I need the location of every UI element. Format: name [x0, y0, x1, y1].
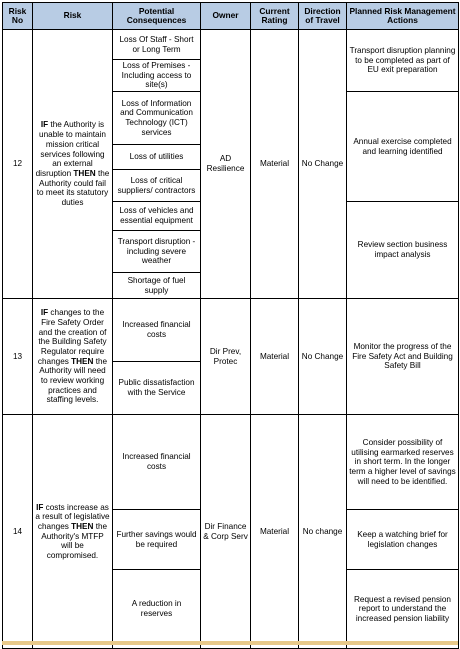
consequence-cell: Increased financial costs: [113, 299, 201, 362]
direction-cell: No change: [299, 415, 347, 649]
risk-keyword: THEN: [71, 521, 94, 531]
action-cell: Request a revised pension report to understand the increased pension liability: [347, 570, 459, 649]
table-row: [3, 415, 459, 510]
consequence-cell: Increased financial costs: [113, 415, 201, 510]
consequence-cell: Further savings would be required: [113, 510, 201, 570]
consequence-cell: Loss Of Staff - Short or Long Term: [113, 30, 201, 60]
action-cell: Transport disruption planning to be completed as part of EU exit preparation: [347, 30, 459, 92]
risk-number: 12: [3, 30, 33, 299]
owner-cell: Dir Prev, Protec: [201, 299, 251, 415]
consequence-cell: Loss of Premises - Including access to site(s): [113, 60, 201, 92]
table-row: [3, 299, 459, 362]
risk-keyword: THEN: [73, 168, 96, 178]
owner-cell: AD Resilience: [201, 30, 251, 299]
risk-keyword: IF: [40, 308, 49, 318]
risk-number: 13: [3, 299, 33, 415]
owner-cell: Dir Finance & Corp Serv: [201, 415, 251, 649]
risk-text: changes to the Fire Safety Order and the creation of the Building Safety Regulator require changes: [37, 308, 107, 366]
header-consequences: Potential Consequences: [113, 3, 201, 30]
header-risk-no: Risk No: [3, 3, 33, 30]
consequence-cell: A reduction in reserves: [113, 570, 201, 649]
consequence-cell: Shortage of fuel supply: [113, 273, 201, 299]
risk-description: [33, 30, 113, 299]
risk-description: [33, 299, 113, 415]
rating-cell: Material: [251, 299, 299, 415]
action-cell: Monitor the progress of the Fire Safety Act and Building Safety Bill: [347, 299, 459, 415]
risk-text: costs increase as a result of legislative changes: [35, 502, 110, 531]
consequence-cell: Transport disruption - including severe weather: [113, 231, 201, 273]
action-cell: Consider possibility of utilising earmarked reserves in short term. In the longer term a higher level of savings will need to be identified.: [347, 415, 459, 510]
consequence-cell: Loss of critical suppliers/ contractors: [113, 170, 201, 202]
consequence-cell: Loss of Information and Communication Technology (ICT) services: [113, 92, 201, 145]
risk-number: 14: [3, 415, 33, 649]
header-owner: Owner: [201, 3, 251, 30]
risk-text: the Authority will need to review working practices and staffing levels.: [39, 356, 108, 405]
header-current-rating: Current Rating: [251, 3, 299, 30]
table-row: [3, 30, 459, 60]
header-direction-of-travel: Direction of Travel: [299, 3, 347, 30]
header-risk: Risk: [33, 3, 113, 30]
consequence-cell: Loss of utilities: [113, 145, 201, 170]
header-row: [3, 3, 459, 30]
risk-keyword: IF: [36, 502, 44, 512]
page-footer-band: [2, 641, 458, 645]
action-cell: Keep a watching brief for legislation changes: [347, 510, 459, 570]
direction-cell: No Change: [299, 299, 347, 415]
consequence-cell: Loss of vehicles and essential equipment: [113, 202, 201, 231]
risk-text: the Authority is unable to maintain mission critical services following an external disruption: [35, 120, 106, 178]
consequence-cell: Public dissatisfaction with the Service: [113, 362, 201, 415]
rating-cell: Material: [251, 30, 299, 299]
risk-register-sheet: [2, 2, 459, 649]
risk-text: the Authority could fail to meet its statutory duties: [36, 168, 110, 207]
risk-text: the Authority's MTFP will be compromised.: [41, 521, 108, 560]
header-planned-actions: Planned Risk Management Actions: [347, 3, 459, 30]
risk-keyword: THEN: [71, 356, 94, 366]
direction-cell: No Change: [299, 30, 347, 299]
rating-cell: Material: [251, 415, 299, 649]
action-cell: Review section business impact analysis: [347, 202, 459, 299]
action-cell: Annual exercise completed and learning identified: [347, 92, 459, 202]
risk-description: [33, 415, 113, 649]
risk-keyword: IF: [40, 120, 49, 130]
risk-register-table: [2, 2, 459, 649]
